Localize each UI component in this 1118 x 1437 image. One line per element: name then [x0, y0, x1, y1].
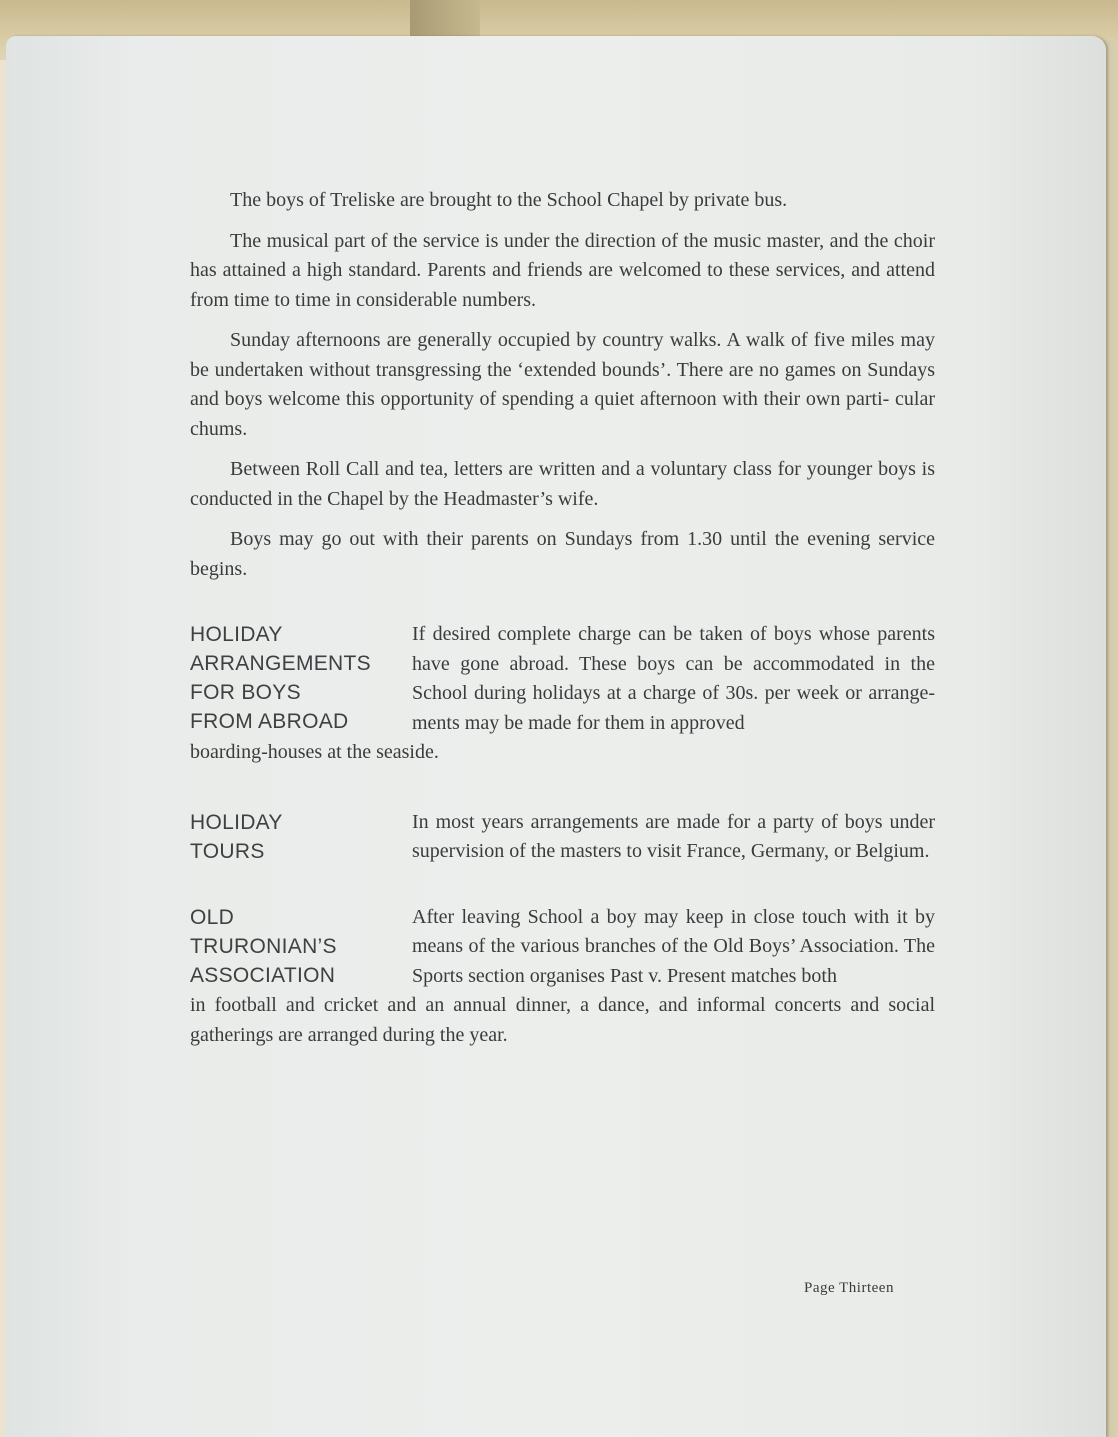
section-text: After leaving School a boy may keep in close touch with it by means of the various branches of the Old Boys’ Association. The Sports section organises Past v. Present matches both: [412, 905, 935, 987]
heading-line: FROM ABROAD: [190, 710, 349, 733]
section-text: If desired complete charge can be taken of boys whose parents have gone abroad. These boys can be accommodated in the School during holidays at a charge of 30s. per week or arrange- ments may be made for them in approved: [412, 623, 935, 734]
section-heading-holiday-arrangements: [190, 620, 405, 736]
section-text-continued: in football and cricket and an annual dinner, a dance, and informal concerts and social gatherings are arranged during the year.: [190, 994, 935, 1046]
section-text-continued: boarding-houses at the seaside.: [190, 741, 439, 763]
section-old-truronians: [190, 903, 935, 1051]
section-holiday-arrangements: [190, 620, 935, 768]
heading-line: ASSOCIATION: [190, 963, 336, 987]
folder-right-edge: [1104, 40, 1118, 1437]
section-heading-old-truronians: [190, 903, 405, 990]
heading-line: TOURS: [190, 839, 265, 863]
paragraph-chapel-bus: The boys of Treliske are brought to the School Chapel by private bus.: [230, 189, 788, 211]
page-content: [190, 186, 935, 1050]
section-text: In most years arrangements are made for a party of boys under supervision of the masters to visit France, Germany, or Belgium.: [412, 810, 935, 862]
heading-line: TRURONIAN’S: [190, 934, 337, 958]
paragraph-sunday-outings: Boys may go out with their parents on Sundays from 1.30 until the evening service begins.: [190, 528, 935, 580]
folder-fold: [410, 0, 480, 40]
heading-line: FOR BOYS: [190, 681, 301, 704]
page-number: Page Thirteen: [804, 1280, 894, 1296]
section-holiday-tours: [190, 808, 935, 867]
heading-line: ARRANGEMENTS: [190, 652, 371, 675]
section-heading-holiday-tours: [190, 808, 405, 866]
paragraph-sunday-walks: Sunday afternoons are generally occupied by country walks. A walk of five miles may be undertaken without transgressing the ‘extended bounds’. There are no games on Sundays and boys welcome this opportunity of spending a quiet afternoon with their own parti- cular chums.: [190, 329, 935, 440]
heading-line: HOLIDAY: [190, 810, 283, 834]
paragraph-music: The musical part of the service is under the direction of the music master, and the choir has attained a high standard. Parents and friends are welcomed to these services, and attend from time to time in considerable numbers.: [190, 229, 935, 311]
heading-line: OLD: [190, 905, 235, 929]
heading-line: HOLIDAY: [190, 623, 283, 646]
paragraph-roll-call: Between Roll Call and tea, letters are written and a voluntary class for younger boys is conducted in the Chapel by the Headmaster’s wife.: [190, 458, 935, 510]
